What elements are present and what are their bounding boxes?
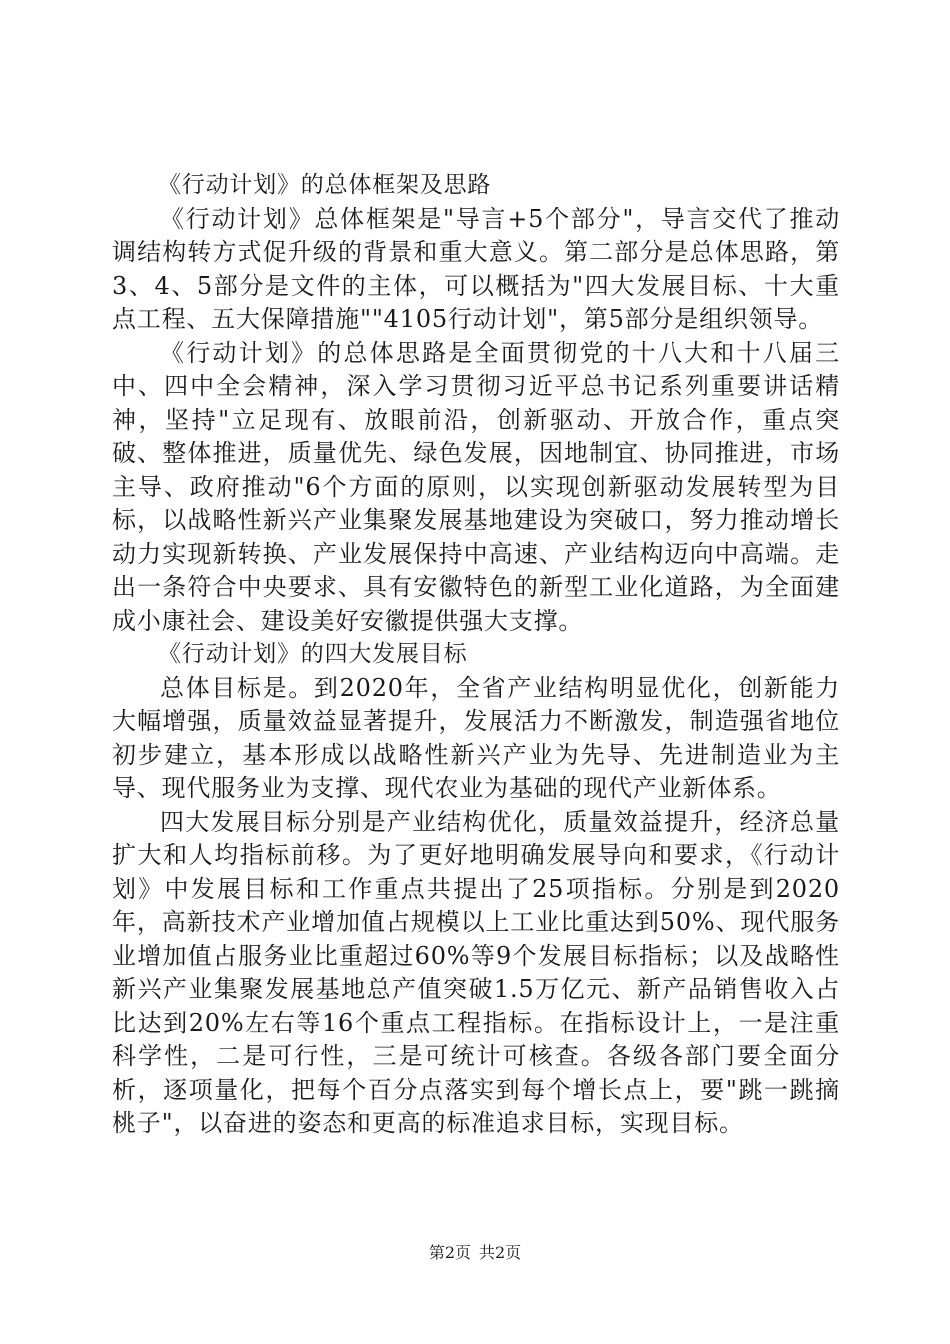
section-heading-goals: 《行动计划》的四大发展目标: [158, 641, 468, 667]
page-total: 共2页: [479, 1243, 522, 1262]
page-footer: [0, 1240, 950, 1263]
page-number: 第2页: [428, 1243, 471, 1262]
paragraph-framework: 《行动计划》总体框架是"导言+5个部分"，导言交代了推动调结构转方式促升级的背景和重大意义。第二部分是总体思路，第3、4、5部分是文件的主体，可以概括为"四大发展目标、十大重点工程、五大保障措施""4105行动计划"，第5部分是组织领导。: [112, 204, 840, 333]
paragraph-overall-approach: 《行动计划》的总体思路是全面贯彻党的十八大和十八届三中、四中全会精神，深入学习贯彻习近平总书记系列重要讲话精神，坚持"立足现有、放眼前沿，创新驱动、开放合作，重点突破、整体推进，质量优先、绿色发展，因地制宜、协同推进，市场主导、政府推动"6个方面的原则，以实现创新驱动发展转型为目标，以战略性新兴产业集聚发展基地建设为突破口，努力推动增长动力实现新转换、产业发展保持中高速、产业结构迈向中高端。走出一条符合中央要求、具有安徽特色的新型工业化道路，为全面建成小康社会、建设美好安徽提供强大支撑。: [112, 338, 840, 635]
paragraph-four-goals: 四大发展目标分别是产业结构优化，质量效益提升，经济总量扩大和人均指标前移。为了更好地明确发展导向和要求，《行动计划》中发展目标和工作重点共提出了25项指标。分别是到2020年，高新技术产业增加值占规模以上工业比重达到50%、现代服务业增加值占服务业比重超过60%等9个发展目标指标；以及战略性新兴产业集聚发展基地总产值突破1.5万亿元、新产品销售收入占比达到20%左右等16个重点工程指标。在指标设计上，一是注重科学性，二是可行性，三是可统计可核查。各级各部门要全面分析，逐项量化，把每个百分点落实到每个增长点上，要"跳一跳摘桃子"，以奋进的姿态和更高的标准追求目标，实现目标。: [112, 807, 840, 1137]
paragraph-overall-goal: 总体目标是。到2020年，全省产业结构明显优化，创新能力大幅增强，质量效益显著提升，发展活力不断激发，制造强省地位初步建立，基本形成以战略性新兴产业为先导、先进制造业为主导、现代服务业为支撑、现代农业为基础的现代产业新体系。: [112, 673, 840, 802]
section-heading-framework: 《行动计划》的总体框架及思路: [158, 172, 492, 198]
document-body: [112, 169, 840, 1141]
